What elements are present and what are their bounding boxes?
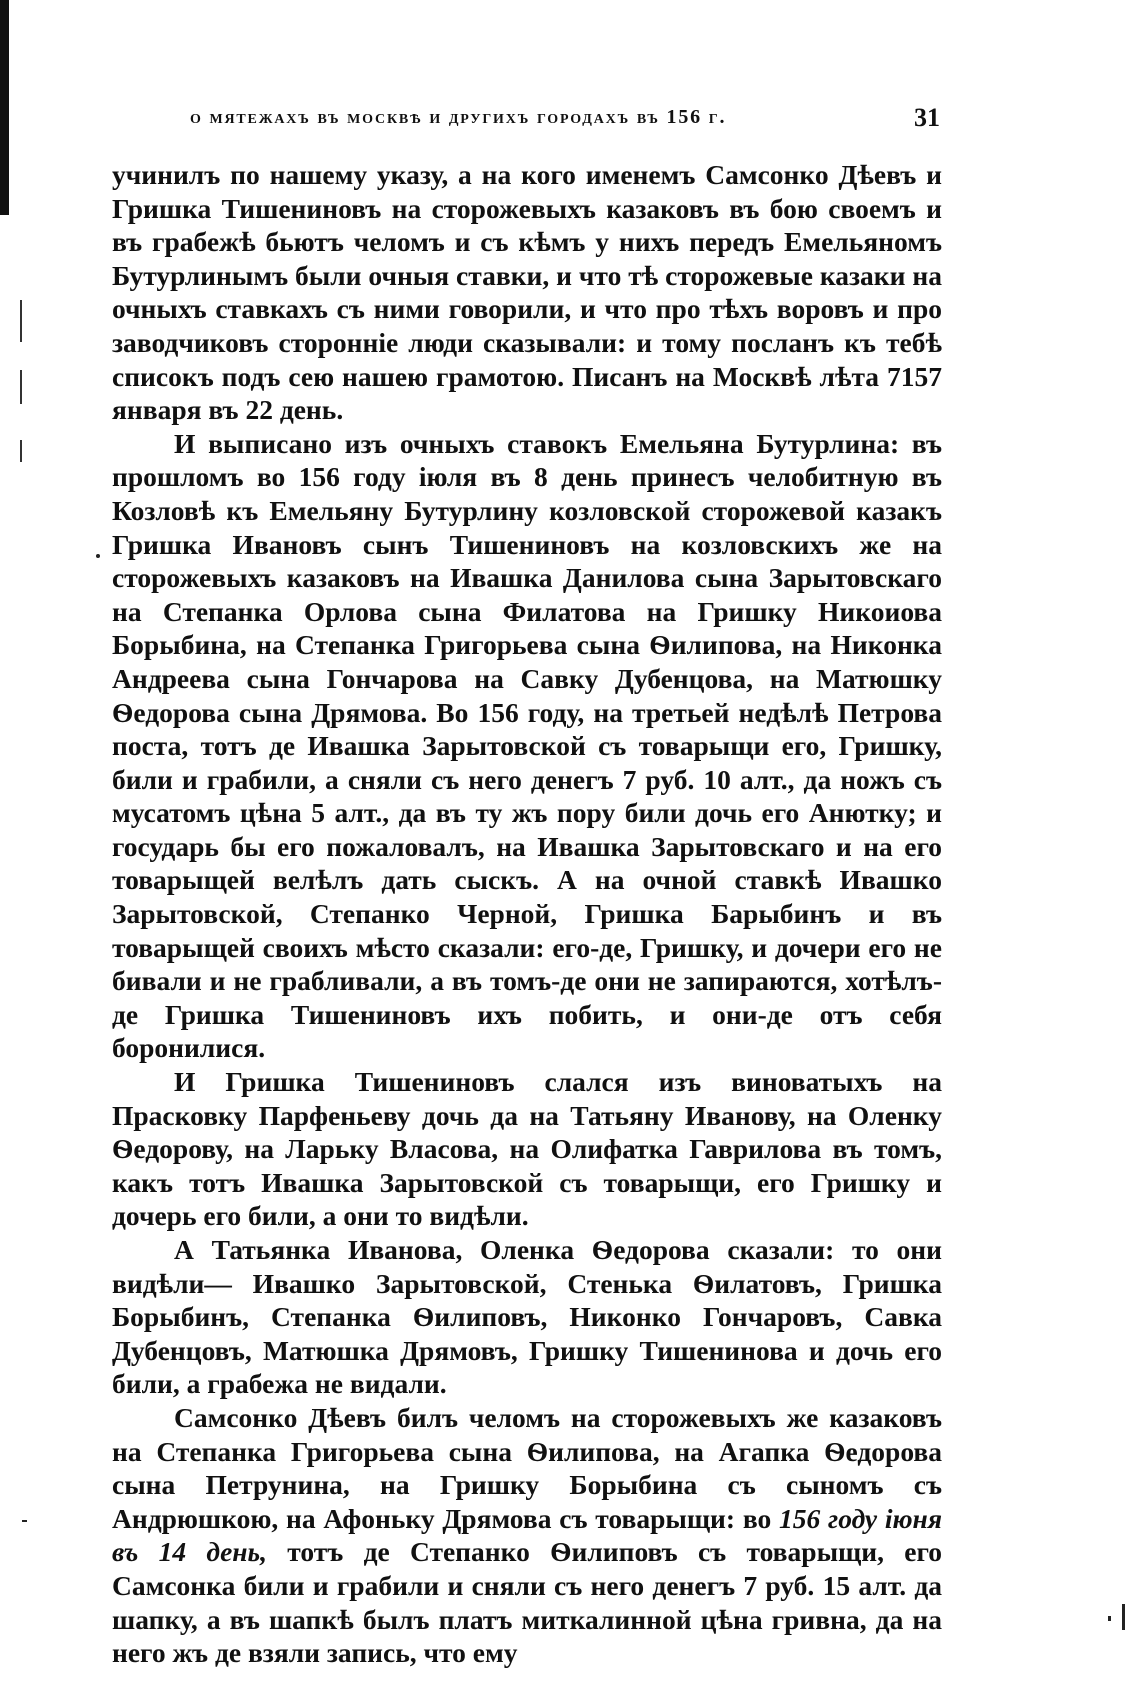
page-header <box>190 103 940 140</box>
running-title: о мятежахъ въ москвѣ и другихъ городахъ въ 156 г. <box>190 106 727 128</box>
scan-speck <box>96 554 100 558</box>
scan-edge-mark <box>20 440 22 462</box>
paragraph: И Гришка Тишениновъ слался изъ виноватыхъ на Прасковку Парфеньеву дочь да на Татьяну Иванову, на Оленку Ѳедорову, на Ларьку Власова, на Олифатка Гаврилова въ томъ, какъ тотъ Ивашка Зарытовской съ товарыщи, его Гришку и дочерь его били, а они то видѣли. <box>112 1066 942 1232</box>
scan-edge-mark <box>20 370 22 404</box>
scan-edge-mark <box>1122 1604 1125 1630</box>
paragraph <box>112 1401 942 1670</box>
scan-speck <box>1108 1616 1111 1621</box>
scan-edge-shadow <box>0 0 9 215</box>
paragraph: И выписано изъ очныхъ ставокъ Емельяна Бутурлина: въ прошломъ во 156 году iюля въ 8 день принесъ челобитную въ Козловѣ къ Емельяну Бутурлину козловской сторожевой казакъ Гришка Ивановъ сынъ Тишениновъ на козловскихъ же на сторожевыхъ казаковъ на Ивашка Данилова сына Зарытовскаго на Степанка Орлова сына Филатова на Гришку Никоиова Борыбина, на Степанка Григорьева сына Ѳилипова, на Никонка Андреева сына Гончарова на Савку Дубенцова, на Матюшку Ѳедорова сына Дрямова. Во 156 году, на третьей недѣлѣ Петрова поста, тотъ де Ивашка Зарытовской съ товарыщи его, Гришку, били и грабили, а сняли съ него денегъ 7 руб. 10 алт., да ножъ съ мусатомъ цѣна 5 алт., да въ ту жъ пору били дочь его Анютку; и государь бы его пожаловалъ, на Ивашка Зарытовскаго и на его товарыщей велѣлъ дать сыскъ. А на очной ставкѣ Ивашко Зарытовской, Степанко Черной, Гришка Барыбинъ и въ товарыщей своихъ мѣсто сказали: его-де, Гришку, и дочери его не бивали и не грабливали, а въ томъ-де они не запираются, хотѣлъ-де Гришка Тишениновъ ихъ побить, и они-де отъ себя боронилися. <box>112 427 942 1064</box>
paragraph-text: тотъ де Степанко Ѳилиповъ съ товарыщи, его Самсонка били и грабили и сняли съ него денегъ 7 руб. 15 алт. да шапку, а въ шапкѣ былъ платъ миткалинной цѣна гривна, да на него жъ де взяли запись, что ему <box>112 1536 943 1669</box>
page-number: 31 <box>914 103 940 132</box>
body-text <box>112 158 942 1670</box>
scan-speck <box>22 1520 27 1522</box>
paragraph: учинилъ по нашему указу, а на кого именемъ Самсонко Дѣевъ и Гришка Тишениновъ на сторожевыхъ казаковъ въ бою своемъ и въ грабежѣ бьютъ челомъ и съ кѣмъ у нихъ передъ Емельяномъ Бутурлинымъ были очныя ставки, и что тѣ сторожевые казаки на очныхъ ставкахъ съ ними говорили, и что про тѣхъ воровъ и про заводчиковъ стороннiе люди сказывали: и тому посланъ къ тебѣ списокъ подъ сею нашею грамотою. Писанъ на Москвѣ лѣта 7157 января въ 22 день. <box>112 159 942 426</box>
scan-edge-mark <box>20 300 22 342</box>
italic-date: 156 году iюня въ 14 день, <box>112 1502 942 1568</box>
paragraph-text: Самсонко Дѣевъ билъ челомъ на сторожевыхъ же казаковъ на Степанка Григорьева сына Ѳилипова, на Агапка Ѳедорова сына Петрунина, на Гришку Борыбина съ сыномъ съ Андрюшкою, на Афоньку Дрямова съ товарыщи: во <box>112 1401 942 1534</box>
paragraph: А Татьянка Иванова, Оленка Ѳедорова сказали: то они видѣли— Ивашко Зарытовской, Стенька Ѳилатовъ, Гришка Борыбинъ, Степанка Ѳилиповъ, Никонко Гончаровъ, Савка Дубенцовъ, Матюшка Дрямовъ, Гришку Тишенинова и дочь его били, а грабежа не видали. <box>112 1234 942 1400</box>
